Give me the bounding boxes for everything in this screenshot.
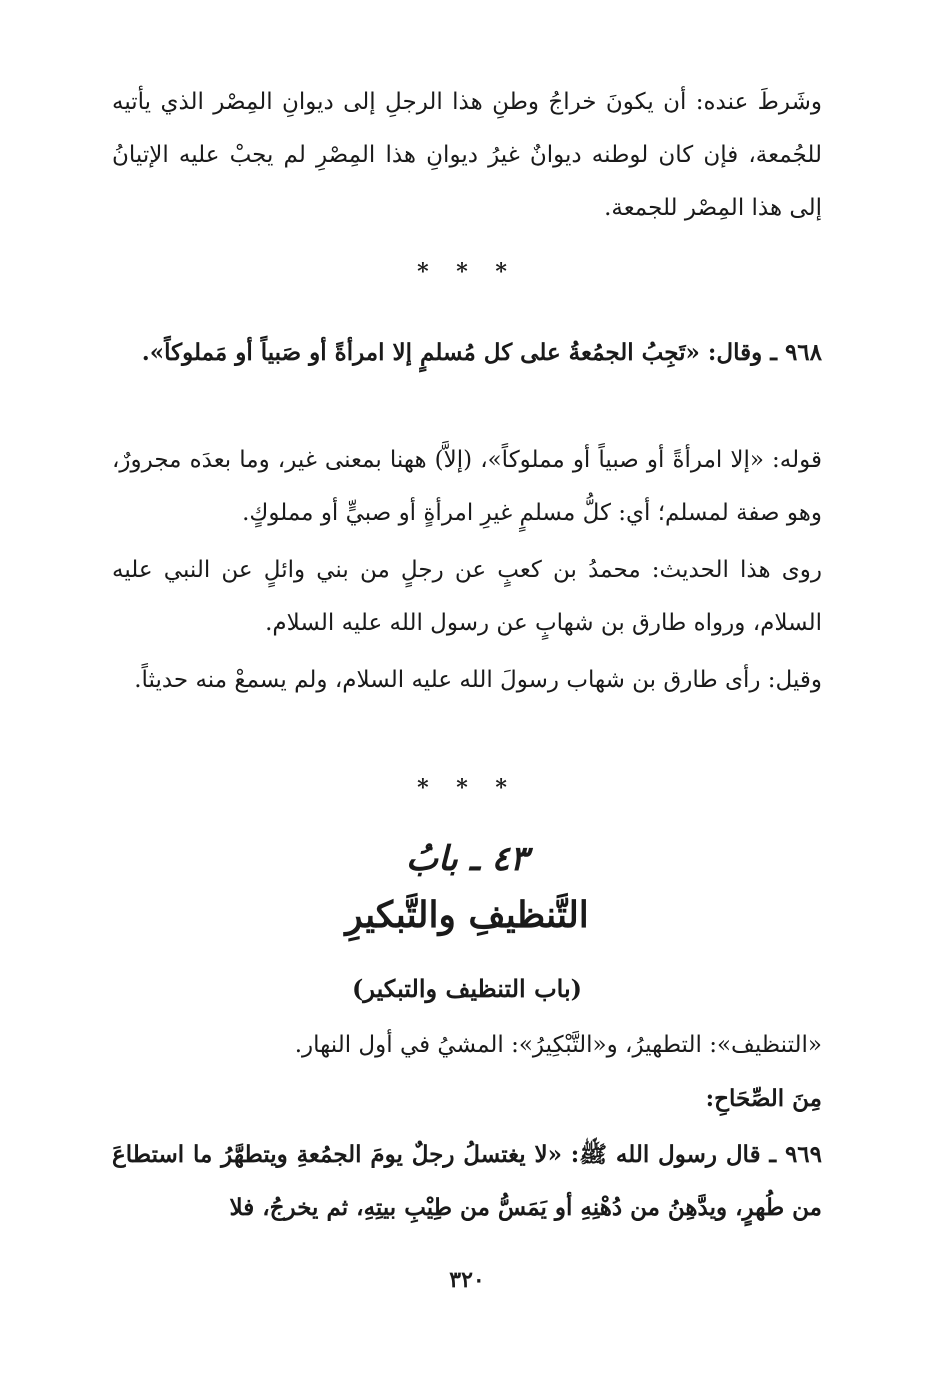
hadith-969: ٩٦٩ ـ قال رسول الله ﷺ: «لا يغتسلُ رجلٌ يومَ الجمُعةِ ويتطهَّرُ ما استطاعَ من طُهرٍ، ويدَّهِنُ من دُهْنِهِ أو يَمَسُّ من طِيْبِ بيتِهِ، ثم يخرجُ، فلا	[112, 1141, 822, 1221]
chapter-number: ٤٣ ـ بابُ	[406, 839, 528, 879]
chapter-title: التَّنظيفِ والتَّبكيرِ	[345, 894, 589, 936]
hadith-968: ٩٦٨ ـ وقال: «تَجِبُ الجمُعةُ على كل مُسلمٍ إلا امرأةً أو صَبياً أو مَملوكاً».	[141, 339, 822, 366]
section-separator: * * *	[417, 259, 517, 285]
page-number: ٣٢٠	[449, 1267, 485, 1293]
narration-paragraph: روى هذا الحديث: محمدُ بن كعبٍ عن رجلٍ من بني وائلٍ عن النبي عليه السلام، ورواه طارق بن شهابٍ عن رسول الله عليه السلام.	[112, 557, 822, 636]
definition-line: «التنظيف»: التطهيرُ، و«التَّبْكِيرُ»: المشيُ في أول النهار.	[294, 1032, 822, 1058]
section-subtitle: (باب التنظيف والتبكير)	[351, 974, 583, 1003]
sahih-heading: مِنَ الصِّحَاحِ:	[705, 1085, 822, 1112]
section-separator: * * *	[417, 775, 517, 801]
narrator-note-paragraph: وقيل: رأى طارق بن شهاب رسولَ الله عليه السلام، ولم يسمعْ منه حديثاً.	[134, 667, 822, 693]
commentary-paragraph: قوله: «إلا امرأةً أو صبياً أو مملوكاً»، (إلاَّ) ههنا بمعنى غير، وما بعدَه مجرورٌ، وهو صفة لمسلم؛ أي: كلُّ مسلمٍ غيرِ امرأةٍ أو صبيٍّ أو مملوكٍ.	[112, 447, 822, 526]
paragraph-jumua-condition: وشَرطَ عنده: أن يكونَ خراجُ وطنِ هذا الرجلِ إلى ديوانِ المِصْر الذي يأتيه للجُمعة، فإن كان لوطنه ديوانٌ غيرُ ديوانِ هذا المِصْرِ لم يجبْ عليه الإتيانُ إلى هذا المِصْر للجمعة.	[112, 89, 822, 221]
